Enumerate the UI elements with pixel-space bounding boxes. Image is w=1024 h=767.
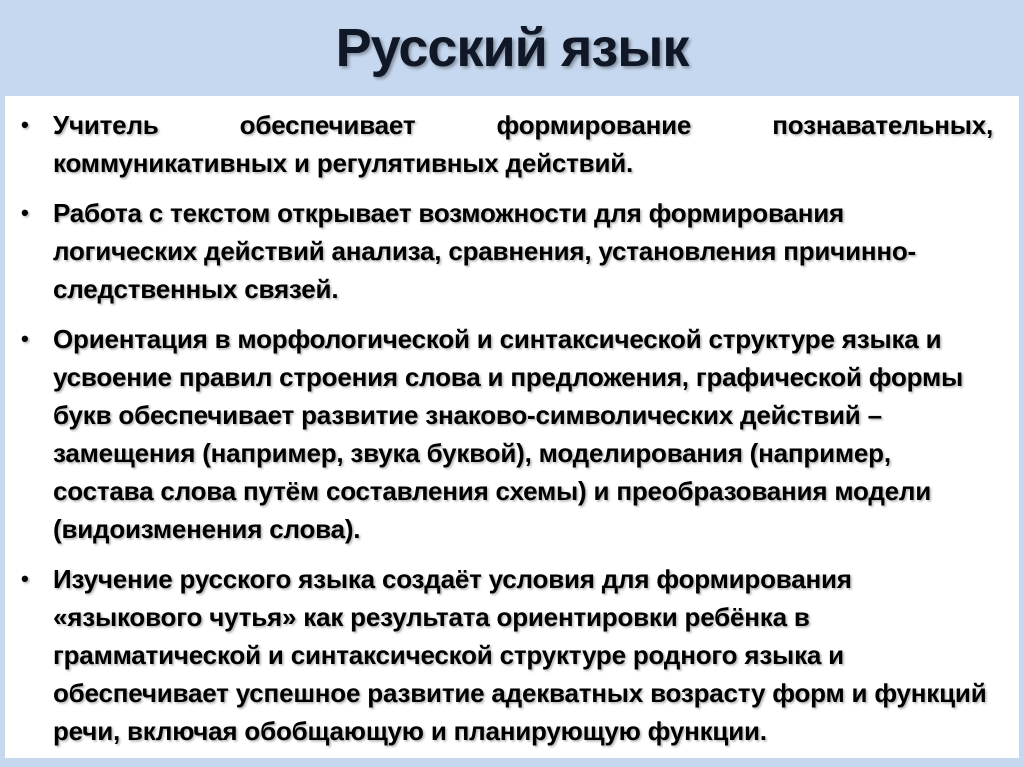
slide-title: Русский язык xyxy=(335,18,689,78)
bullet-item xyxy=(17,320,993,548)
bullet-dot-icon: • xyxy=(21,200,29,225)
bullet-text: Учитель обеспечивает формирование познавательных, коммуникативных и регулятивных действий. xyxy=(53,110,993,178)
bullet-text: Работа с текстом открывает возможности для формирования логических действий анализа, сравнения, установления причинно-следственных связей. xyxy=(53,198,917,304)
bullet-text: Изучение русского языка создаёт условия для формирования «языкового чутья» как результата ориентировки ребёнка в грамматической и синтаксической структуре родного языка и обеспечивает успешное развитие адекватных возрасту форм и функций речи, включая обобщающую и планирующую функции. xyxy=(53,564,987,746)
bullet-dot-icon: • xyxy=(21,326,29,351)
bullet-dot-icon: • xyxy=(21,112,29,137)
bullet-list xyxy=(17,106,993,750)
bullet-item xyxy=(17,194,993,308)
slide-title-band xyxy=(0,0,1024,96)
bullet-item xyxy=(17,106,993,182)
bullet-text: Ориентация в морфологической и синтаксической структуре языка и усвоение правил строения слова и предложения, графической формы букв обеспечивает развитие знаково-символических действий – замещения (например, звука буквой), моделирования (например, состава слова путём составления схемы) и преобразования модели (видоизменения слова). xyxy=(53,324,964,544)
bullet-dot-icon: • xyxy=(21,566,29,591)
slide-content-area xyxy=(5,96,1019,758)
bullet-item xyxy=(17,560,993,750)
